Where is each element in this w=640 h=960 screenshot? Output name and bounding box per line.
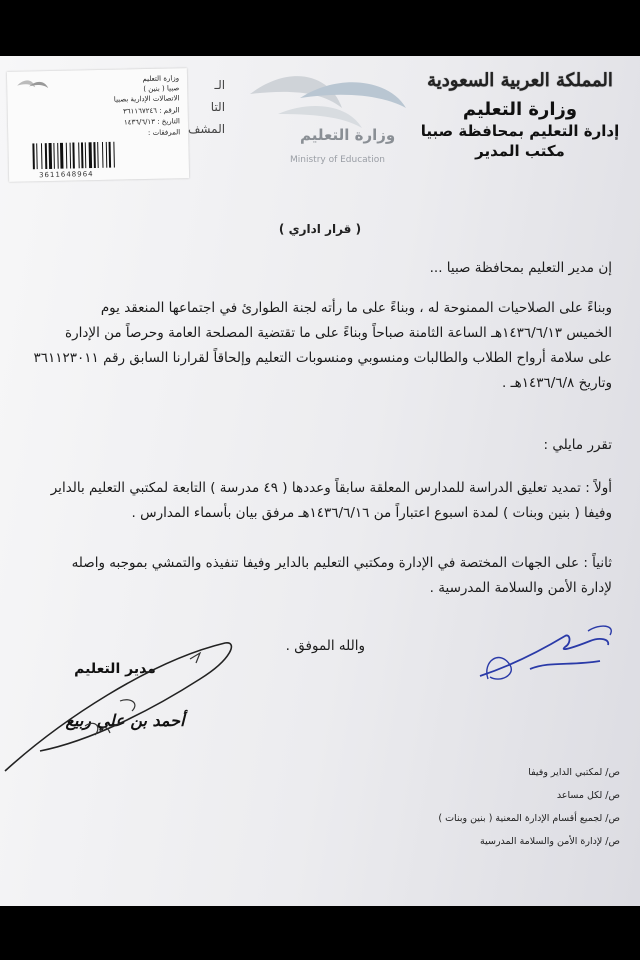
opening-line: إن مدير التعليم بمحافظة صبيا ... bbox=[429, 260, 612, 276]
clause-line: ثانياً : على الجهات المختصة في الإدارة ومكتبي التعليم بالداير وفيفا تنفيذه والتمشي بموجبه واصله bbox=[71, 555, 612, 571]
copy-item: ص/ لإدارة الأمن والسلامة المدرسية bbox=[480, 836, 620, 847]
preamble-line: على سلامة أرواح الطلاب والطالبات ومنسوبي ومنسوبات التعليم وإلحاقاً لقرارنا السابق رقم ٣٦١١٢٣٠١١ bbox=[33, 350, 612, 366]
closing-line: والله الموفق . bbox=[285, 638, 365, 654]
sticker-number-value: ٣٦١١٦٧٢٤٦ bbox=[123, 106, 158, 116]
preamble-line: الخميس ١٤٣٦/٦/١٣هـ الساعة الثامنة صباحاً وبناءً على ما تقتضية المصلحة العامة وحرصاً من الإدارة bbox=[65, 325, 612, 341]
clause-line: لإدارة الأمن والسلامة المدرسية . bbox=[429, 580, 612, 596]
logo-arabic-text: وزارة التعليم bbox=[300, 126, 396, 144]
document-title: ( قرار اداري ) bbox=[278, 222, 362, 236]
kingdom-title: المملكة العربية السعودية bbox=[427, 70, 613, 91]
approval-signature-icon bbox=[470, 621, 620, 691]
sticker-date-label: التاريخ : bbox=[157, 117, 181, 126]
office-name: مكتب المدير bbox=[475, 142, 565, 160]
director-signature-icon bbox=[0, 631, 240, 781]
reference-fields bbox=[188, 74, 225, 140]
sticker-line-ministry: وزارة التعليم bbox=[142, 74, 180, 84]
clause-first bbox=[27, 476, 612, 526]
field-number-label: الـ bbox=[214, 78, 226, 92]
copy-item: ص/ لمكتبي الداير وفيفا bbox=[528, 767, 620, 778]
decides-heading: تقرر مايلي : bbox=[543, 437, 612, 453]
sticker-line-branch: صبيا ( بنين ) bbox=[143, 84, 180, 94]
preamble-line: وتاريخ ١٤٣٦/٦/٨هـ . bbox=[502, 375, 612, 391]
clause-line: أولاً : تمديد تعليق الدراسة للمدارس المعلقة سابقاً وعددها ( ٤٩ مدرسة ) التابعة لمكتبي التعليم بالداير bbox=[50, 480, 612, 496]
field-date-label: التا bbox=[210, 100, 226, 114]
copy-item: ص/ لجميع أقسام الإدارة المعنية ( بنين وبنات ) bbox=[438, 813, 620, 824]
copies-list bbox=[300, 761, 620, 853]
signature-title: مدير التعليم bbox=[74, 661, 156, 677]
clause-line: وفيفا ( بنين وبنات ) لمدة اسبوع اعتباراً من ١٤٣٦/٦/١٦هـ مرفق بيان بأسماء المدارس . bbox=[131, 505, 612, 521]
preamble-paragraph bbox=[27, 296, 612, 396]
sticker-line-comms: الاتصالات الإدارية بصبيا bbox=[113, 94, 180, 104]
sticker-number-row bbox=[123, 106, 180, 115]
sticker-number-label: الرقم : bbox=[159, 106, 180, 115]
sticker-date-value: ١٤٣٦/٦/١٣ bbox=[123, 117, 156, 127]
signature-name: أحمد بن علي ربيع bbox=[65, 711, 185, 730]
registry-sticker bbox=[7, 68, 189, 182]
barcode-icon bbox=[30, 140, 171, 169]
letterhead bbox=[420, 70, 620, 160]
sticker-attachments-label: المرفقات : bbox=[147, 128, 181, 137]
ministry-name: وزارة التعليم bbox=[462, 99, 578, 120]
logo-english-text: Ministry of Education bbox=[290, 155, 385, 165]
administration-name: إدارة التعليم بمحافظة صبيا bbox=[420, 122, 620, 140]
document-page bbox=[0, 56, 640, 906]
sticker-logo-icon bbox=[15, 77, 49, 96]
field-attach-label: المشف bbox=[188, 122, 226, 136]
sticker-date-row bbox=[124, 117, 180, 126]
copy-item: ص/ لكل مساعد bbox=[556, 790, 620, 801]
barcode-number: 3611648964 bbox=[38, 170, 94, 180]
preamble-line: وبناءً على الصلاحيات الممنوحة له ، وبناءً على ما رأته لجنة الطوارئ في اجتماعها المنعقد يوم bbox=[100, 300, 612, 316]
clause-second bbox=[27, 551, 612, 601]
